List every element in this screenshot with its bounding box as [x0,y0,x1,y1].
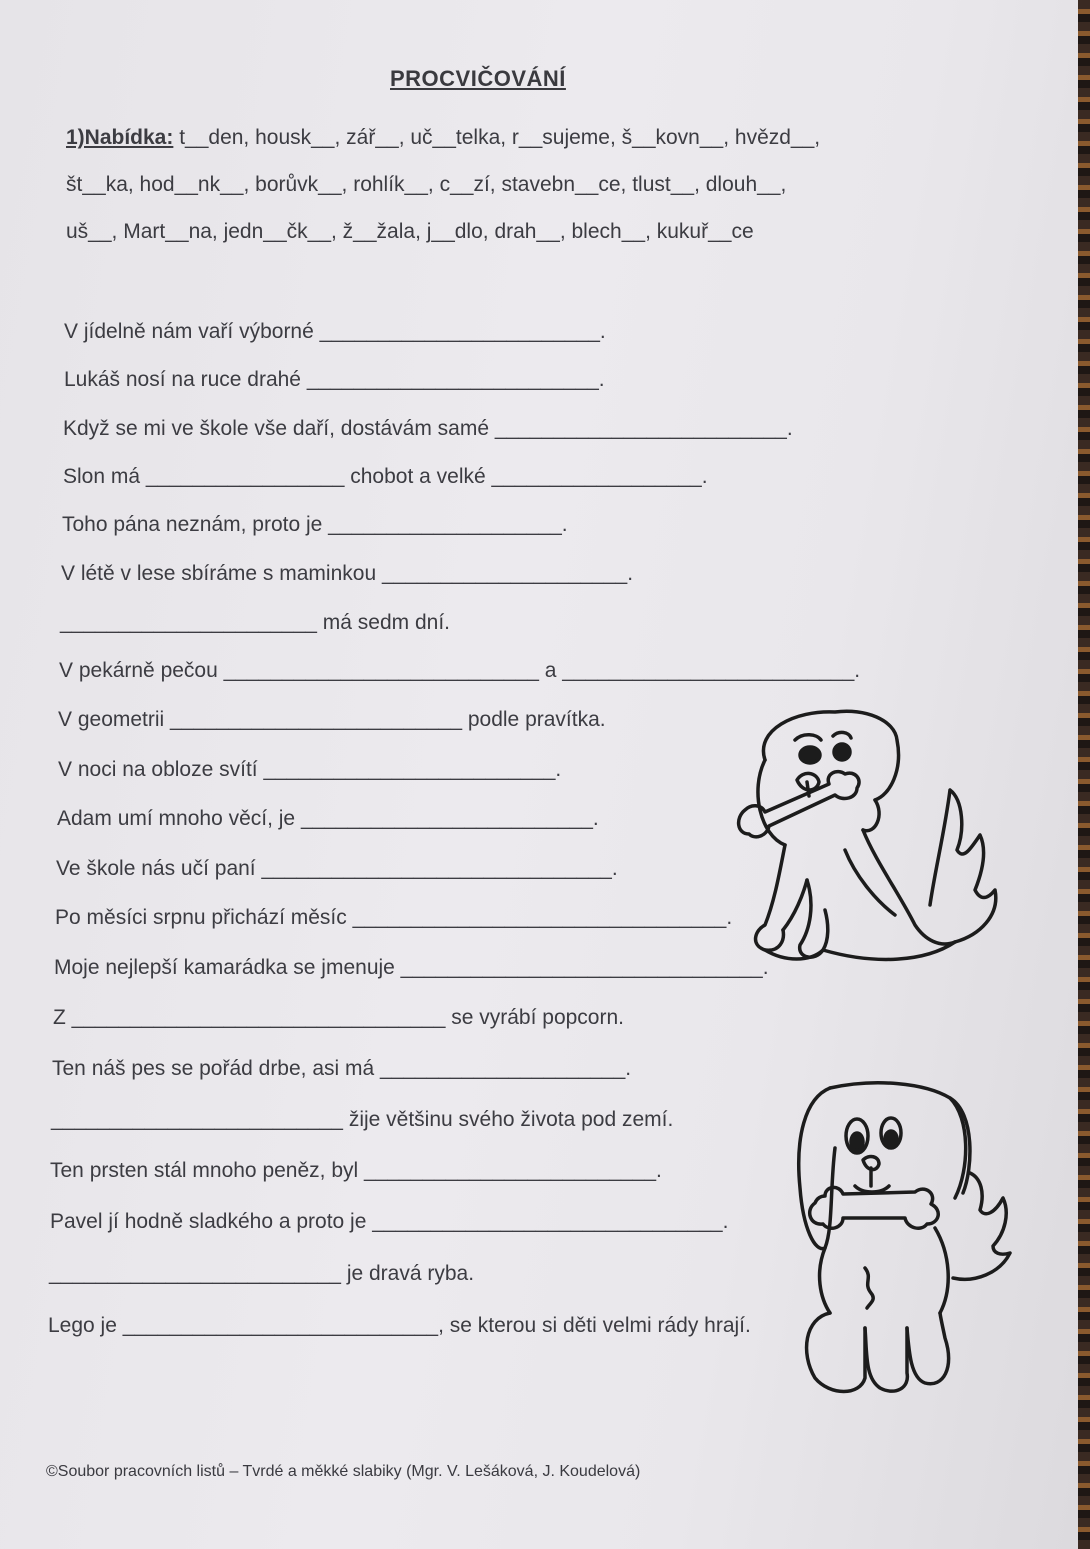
dog-with-bone-icon [725,700,1015,985]
page-title: PROCVIČOVÁNÍ [390,66,566,91]
sentence-3: Když se mi ve škole vše daří, dostávám samé _________________________. [63,417,793,440]
sentence-5: Toho pána neznám, proto je ____________________. [62,513,568,536]
dog-with-bone-standing-icon [785,1078,1030,1408]
sentence-17: _________________________ žije většinu svého života pod zemí. [51,1108,674,1131]
sentence-8: V pekárně pečou ___________________________ a _________________________. [59,659,861,682]
sentence-18: Ten prsten stál mnoho peněz, byl _________________________. [50,1159,662,1182]
sentence-6: V létě v lese sbíráme s maminkou _____________________. [61,562,634,585]
sentence-7: ______________________ má sedm dní. [60,611,450,634]
sentence-2: Lukáš nosí na ruce drahé _________________________. [64,368,605,391]
sentence-9: V geometrii _________________________ podle pravítka. [58,708,606,731]
sentence-4: Slon má _________________ chobot a velké __________________. [63,465,708,488]
offer-line: št__ka, hod__nk__, borůvk__, rohlík__, c__zí, stavebn__ce, tlust__, dlouh__, [66,173,787,196]
sentence-21: Lego je ___________________________, se kterou si děti velmi rády hrají. [48,1314,751,1337]
sentence-10: V noci na obloze svítí _________________________. [58,758,562,781]
offer-label: 1)Nabídka: [66,126,174,149]
sentence-13: Po měsíci srpnu přichází měsíc ________________________________. [55,906,733,929]
sentence-15: Z ________________________________ se vyrábí popcorn. [53,1006,624,1029]
background-edge [1078,0,1090,1549]
offer-block [66,114,926,255]
sentence-14: Moje nejlepší kamarádka se jmenuje _______________________________. [54,956,769,979]
sentence-16: Ten náš pes se pořád drbe, asi má _____________________. [52,1057,632,1080]
sentence-19: Pavel jí hodně sladkého a proto je ______________________________. [50,1210,729,1233]
offer-line: uš__, Mart__na, jedn__čk__, ž__žala, j__dlo, drah__, blech__, kukuř__ce [66,220,754,243]
sentence-20: _________________________ je dravá ryba. [49,1262,475,1285]
offer-line: 1)Nabídka: t__den, housk__, zář__, uč__telka, r__sujeme, š__kovn__, hvězd__, [66,126,821,149]
copyright-footer: ©Soubor pracovních listů – Tvrdé a měkké slabiky (Mgr. V. Lešáková, J. Koudelová) [46,1463,641,1480]
sentence-12: Ve škole nás učí paní ______________________________. [56,857,618,880]
sentence-1: V jídelně nám vaří výborné ________________________. [64,320,606,343]
sentence-11: Adam umí mnoho věcí, je _________________________. [57,807,599,830]
